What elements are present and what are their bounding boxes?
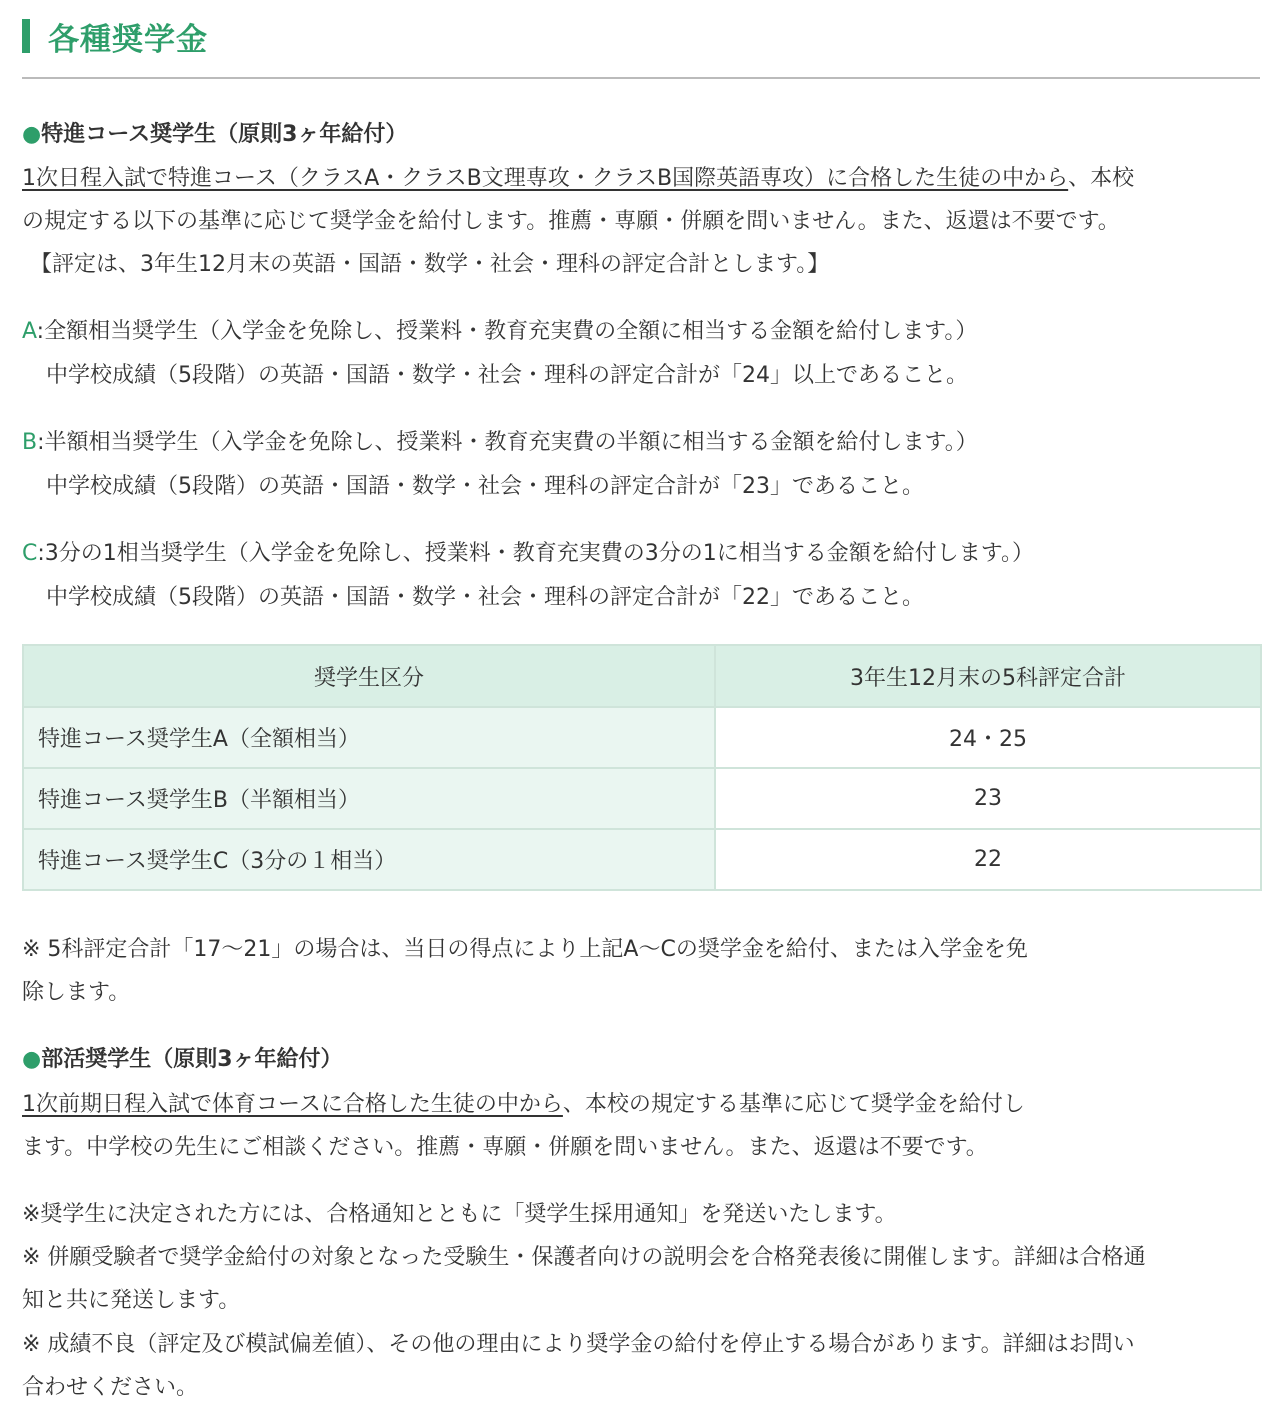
grade-a-title: A:全額相当奨学生（入学金を免除し、授業料・教育充実費の全額に相当する金額を給付します。） (22, 319, 978, 344)
heading-divider (22, 77, 1260, 79)
table-row (23, 829, 1261, 890)
note-line: ※奨学生に決定された方には、合格通知とともに「奨学生採用通知」を発送いたします。 (22, 1202, 897, 1227)
section1-title: ●特進コース奨学生（原則3ヶ年給付） (22, 122, 408, 147)
section2-desc-underlined: 1次前期日程入試で体育コースに合格した生徒の中から (22, 1092, 563, 1117)
note-line: ※ 併願受験者で奨学金給付の対象となった受験生・保護者向けの説明会を合格発表後に開催します。詳細は合格通 (22, 1245, 1146, 1270)
table-cell-total: 22 (715, 829, 1261, 890)
table-cell-total: 24・25 (715, 707, 1261, 768)
grade-c-criteria: 中学校成績（5段階）の英語・国語・数学・社会・理科の評定合計が「22」であること。 (46, 585, 924, 610)
section2-desc-line2: ます。中学校の先生にご相談ください。推薦・専願・併願を問いません。また、返還は不要です。 (22, 1135, 988, 1160)
grade-a-letter: A (22, 319, 37, 344)
section1-desc-line1: 1次日程入試で特進コース（クラスA・クラスB文理専攻・クラスB国際英語専攻）に合格した生徒の中から、本校 (22, 166, 1135, 191)
bullet-icon: ● (22, 1047, 42, 1072)
grade-b-letter: B (22, 430, 38, 455)
bullet-icon: ● (22, 122, 42, 147)
table-header-category: 奨学生区分 (23, 645, 715, 707)
table-row (23, 768, 1261, 829)
scholarship-table (22, 644, 1262, 891)
section2-title: ●部活奨学生（原則3ヶ年給付） (22, 1047, 343, 1072)
table-cell-category: 特進コース奨学生A（全額相当） (23, 707, 715, 768)
section1-desc-line3: 【評定は、3年生12月末の英語・国語・数学・社会・理科の評定合計とします。】 (30, 252, 830, 277)
table-header-row (23, 645, 1261, 707)
note-line: 知と共に発送します。 (22, 1288, 241, 1313)
note1-line2: 除します。 (22, 980, 131, 1005)
heading-accent-bar (22, 19, 30, 53)
grade-b-title: B:半額相当奨学生（入学金を免除し、授業料・教育充実費の半額に相当する金額を給付します。） (22, 430, 978, 455)
section-heading (22, 14, 208, 58)
note1-line1: ※ 5科評定合計「17〜21」の場合は、当日の得点により上記A〜Cの奨学金を給付、または入学金を免 (22, 937, 1028, 962)
grade-b-criteria: 中学校成績（5段階）の英語・国語・数学・社会・理科の評定合計が「23」であること。 (46, 474, 924, 499)
page-title: 各種奨学金 (48, 21, 208, 58)
grade-c-letter: C (22, 541, 38, 566)
table-row (23, 707, 1261, 768)
table-header-total: 3年生12月末の5科評定合計 (715, 645, 1261, 707)
section1-desc-underlined: 1次日程入試で特進コース（クラスA・クラスB文理専攻・クラスB国際英語専攻）に合格した生徒の中から (22, 166, 1069, 191)
table-cell-category: 特進コース奨学生B（半額相当） (23, 768, 715, 829)
section2-desc-line1: 1次前期日程入試で体育コースに合格した生徒の中から、本校の規定する基準に応じて奨学金を給付し (22, 1092, 1025, 1117)
note-line: 合わせください。 (22, 1375, 199, 1400)
grade-c-title: C:3分の1相当奨学生（入学金を免除し、授業料・教育充実費の3分の1に相当する金額を給付します。） (22, 541, 1035, 566)
section1-desc-line2: の規定する以下の基準に応じて奨学金を給付します。推薦・専願・併願を問いません。また、返還は不要です。 (22, 209, 1120, 234)
grade-a-criteria: 中学校成績（5段階）の英語・国語・数学・社会・理科の評定合計が「24」以上であること。 (46, 363, 968, 388)
table-cell-total: 23 (715, 768, 1261, 829)
table-cell-category: 特進コース奨学生C（3分の１相当） (23, 829, 715, 890)
note-line: ※ 成績不良（評定及び模試偏差値）、その他の理由により奨学金の給付を停止する場合があります。詳細はお問い (22, 1332, 1135, 1357)
